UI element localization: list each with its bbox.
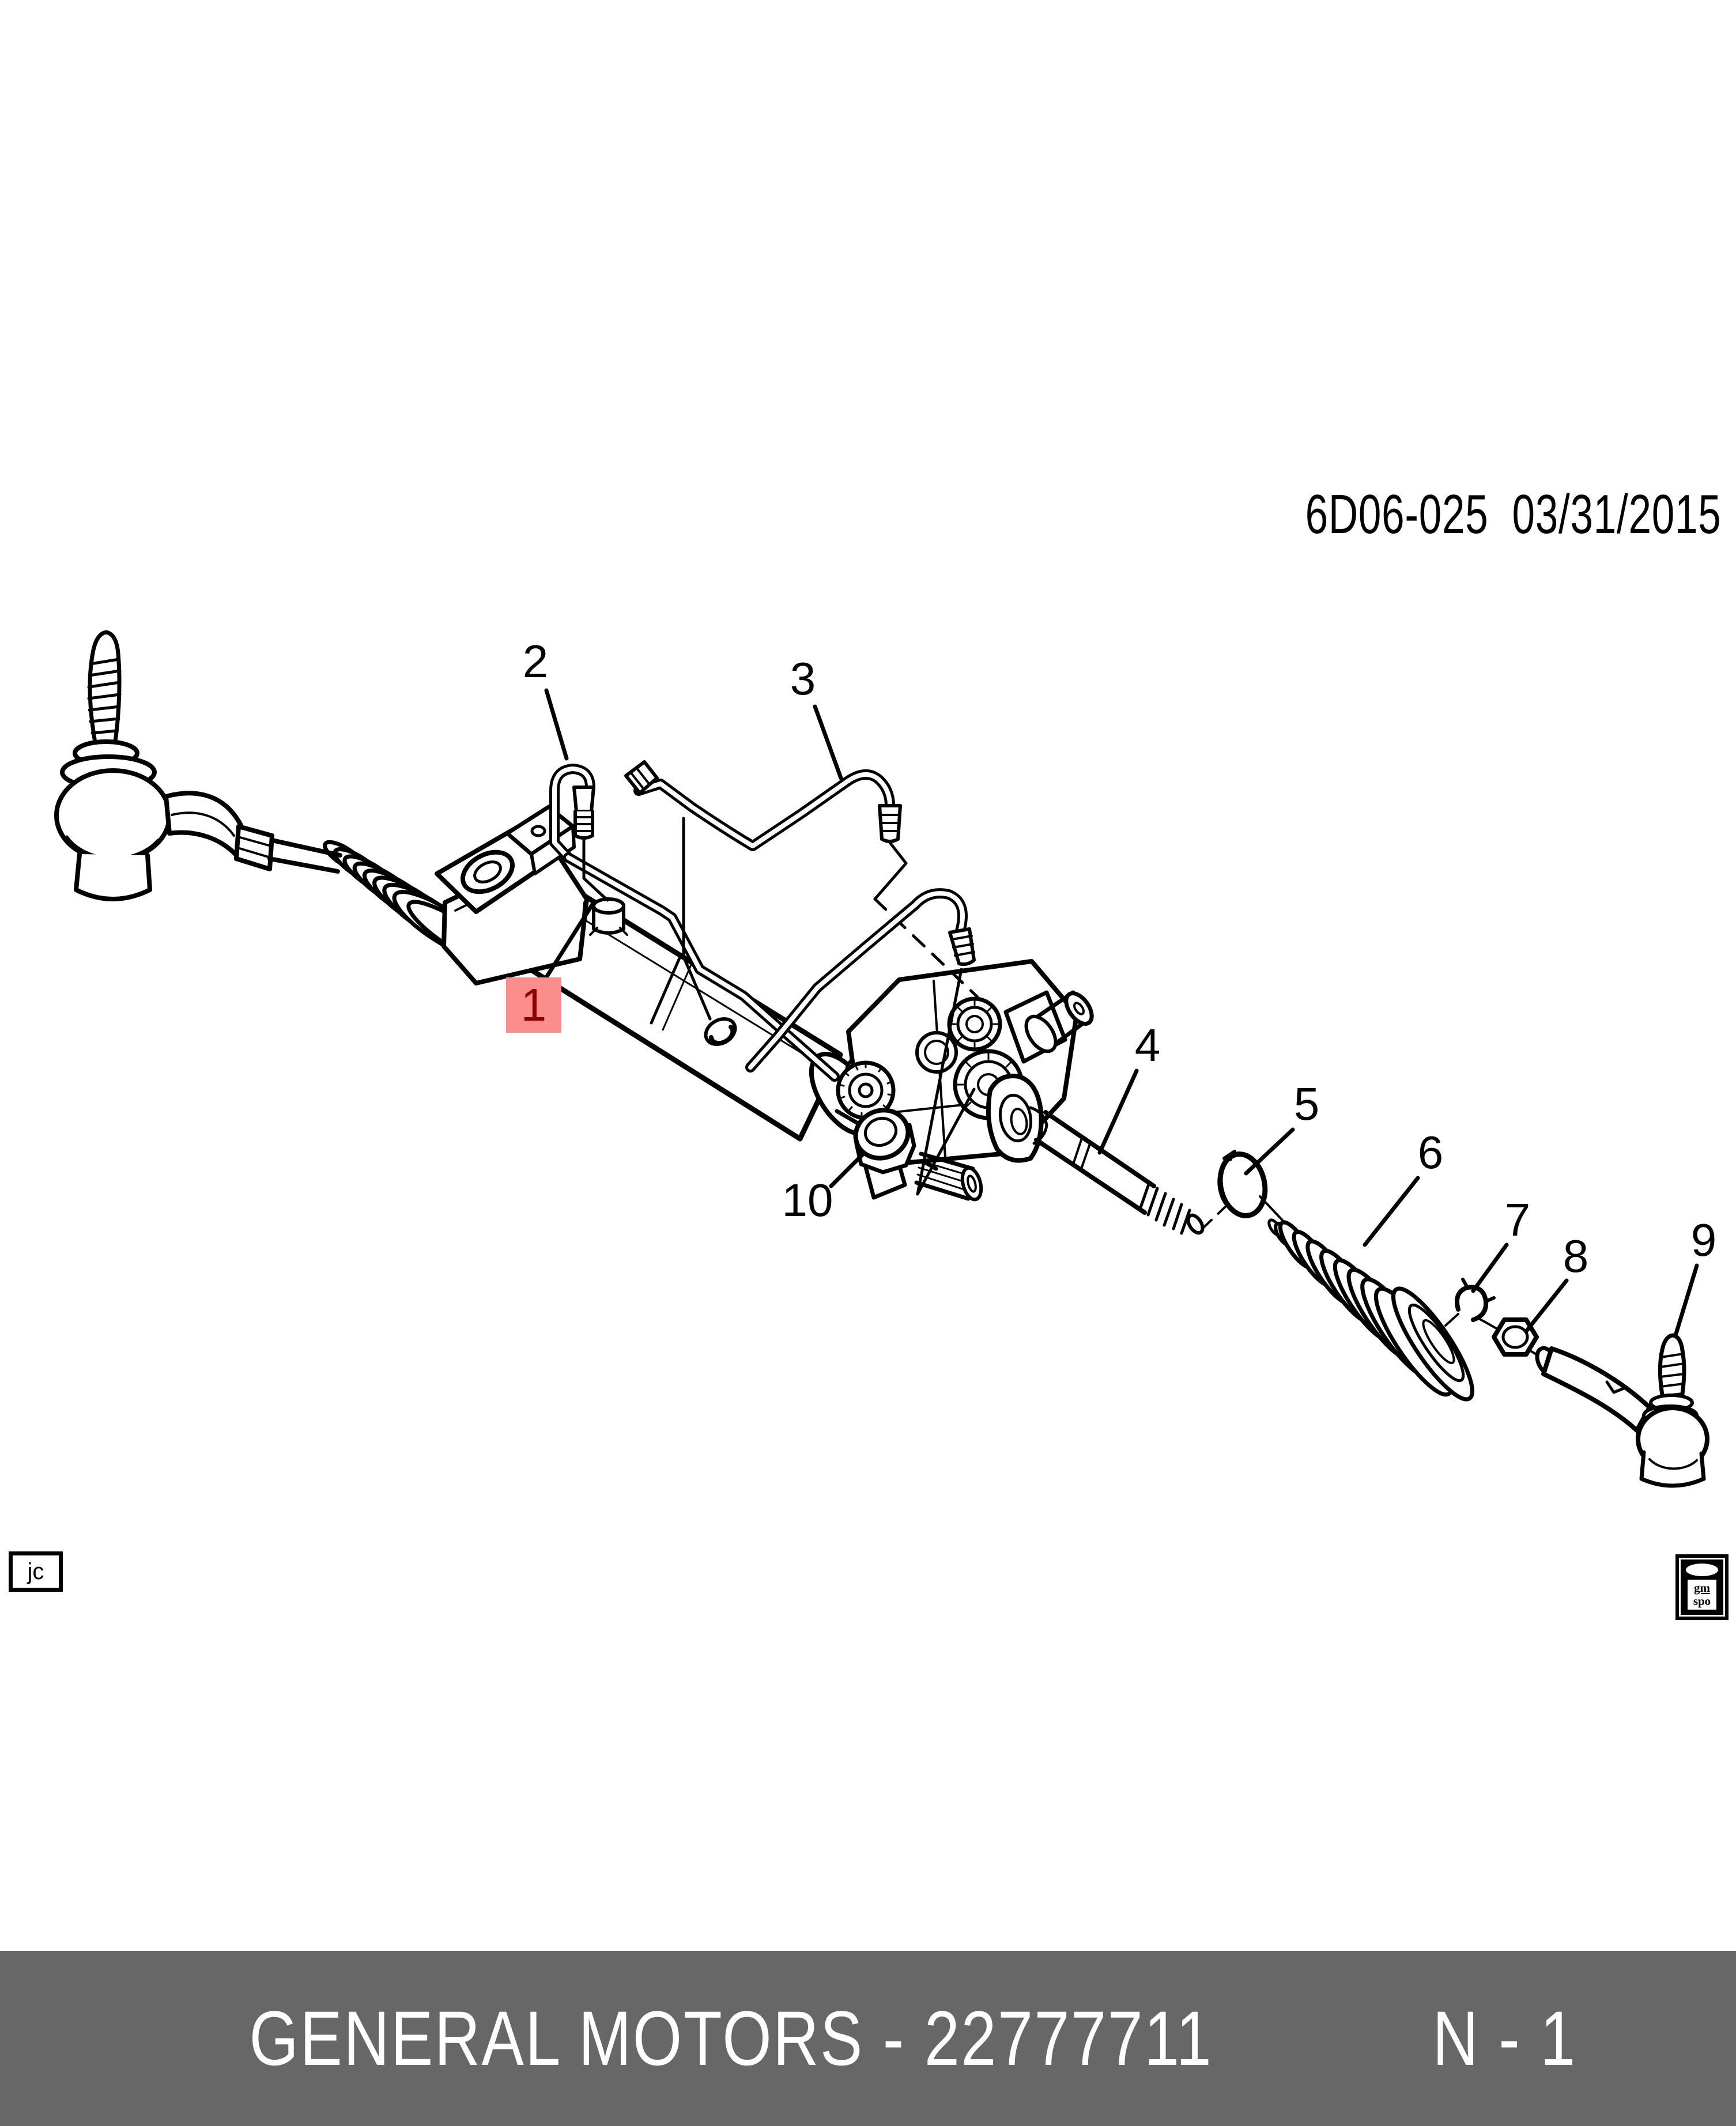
callout-5[interactable]: 5: [1293, 1078, 1320, 1130]
gm-logo-ellipse-icon: [1686, 1564, 1718, 1576]
inner-tie-rod-4-drawing: [988, 1076, 1225, 1236]
callout-1[interactable]: 1: [506, 977, 561, 1033]
callout-leader-5: [1246, 1130, 1293, 1173]
gm-spo-logo-text: [1688, 1580, 1716, 1610]
callout-9[interactable]: 9: [1690, 1214, 1717, 1266]
author-initials-box: [9, 1551, 63, 1592]
callout-6[interactable]: 6: [1417, 1127, 1444, 1178]
outer-tie-rod-end-9-drawing: [1533, 1335, 1707, 1486]
callout-leader-2: [546, 690, 567, 758]
logo-line-gm: gm: [1694, 1581, 1710, 1595]
callout-leader-4: [1100, 1071, 1137, 1153]
footer-main-text: GENERAL MOTORS - 22777711: [249, 1995, 1213, 2082]
drawing-code-and-date: 6D06-025 03/31/2015: [1305, 484, 1721, 545]
callout-2[interactable]: 2: [522, 636, 549, 687]
mounting-bracket-drawing: [437, 807, 587, 983]
footer-title-bar: [0, 1951, 1736, 2126]
gm-spo-logo-inner: [1681, 1559, 1723, 1615]
footer-page-ref: N - 1: [1432, 1995, 1577, 2082]
right-boot-6-drawing: [1267, 1218, 1540, 1408]
callout-8[interactable]: 8: [1563, 1230, 1589, 1282]
gm-spo-logo: [1675, 1554, 1729, 1620]
callout-7[interactable]: 7: [1504, 1194, 1531, 1245]
callout-4[interactable]: 4: [1134, 1019, 1161, 1071]
callout-leader-10: [831, 1154, 863, 1186]
callout-leader-3: [815, 707, 841, 778]
left-tie-rod-end-drawing: [56, 632, 340, 899]
author-initials: jc: [27, 1558, 44, 1584]
logo-line-spo: spo: [1693, 1594, 1711, 1608]
callout-leader-9: [1676, 1266, 1697, 1334]
callout-3[interactable]: 3: [790, 653, 816, 704]
callout-leader-7: [1473, 1245, 1507, 1291]
callout-leader-6: [1365, 1178, 1418, 1245]
callout-leader-8: [1526, 1281, 1567, 1331]
callout-10[interactable]: 10: [782, 1175, 833, 1226]
